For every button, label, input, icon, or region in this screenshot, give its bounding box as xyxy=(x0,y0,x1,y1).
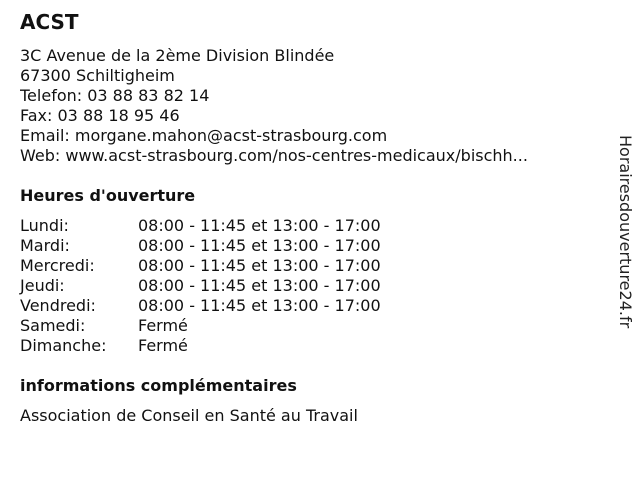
web-row xyxy=(20,146,600,166)
web-link[interactable]: www.acst-strasbourg.com/nos-centres-medicaux/bischh... xyxy=(65,146,528,165)
hours-value: 08:00 - 11:45 et 13:00 - 17:00 xyxy=(138,256,381,275)
hours-row xyxy=(20,316,600,336)
email-label: Email: xyxy=(20,126,70,145)
fax-label: Fax: xyxy=(20,106,53,125)
hours-row xyxy=(20,296,600,316)
hours-row xyxy=(20,236,600,256)
day-label: Mercredi: xyxy=(20,256,95,275)
address-line-2: 67300 Schiltigheim xyxy=(20,66,175,85)
hours-value: 08:00 - 11:45 et 13:00 - 17:00 xyxy=(138,296,381,315)
day-label: Vendredi: xyxy=(20,296,96,315)
hours-value: 08:00 - 11:45 et 13:00 - 17:00 xyxy=(138,236,381,255)
day-label: Samedi: xyxy=(20,316,86,335)
hours-table xyxy=(20,216,600,356)
brand-watermark: Horairesdouverture24.fr xyxy=(616,135,635,329)
hours-value: Fermé xyxy=(138,316,188,335)
day-label: Jeudi: xyxy=(20,276,65,295)
phone-label: Telefon: xyxy=(20,86,83,105)
phone-row xyxy=(20,86,600,106)
fax-value: 03 88 18 95 46 xyxy=(57,106,180,125)
info-description: Association de Conseil en Santé au Travail xyxy=(20,406,358,425)
fax-row xyxy=(20,106,600,126)
day-label: Lundi: xyxy=(20,216,69,235)
hours-row xyxy=(20,216,600,236)
hours-row xyxy=(20,256,600,276)
day-label: Dimanche: xyxy=(20,336,107,355)
hours-row xyxy=(20,336,600,356)
email-value[interactable]: morgane.mahon@acst-strasbourg.com xyxy=(74,126,388,145)
info-heading: informations complémentaires xyxy=(20,376,297,395)
hours-value: Fermé xyxy=(138,336,188,355)
business-name: ACST xyxy=(20,10,79,34)
hours-value: 08:00 - 11:45 et 13:00 - 17:00 xyxy=(138,216,381,235)
address-line-1: 3C Avenue de la 2ème Division Blindée xyxy=(20,46,335,65)
email-row xyxy=(20,126,600,146)
web-label: Web: xyxy=(20,146,61,165)
hours-row xyxy=(20,276,600,296)
phone-value[interactable]: 03 88 83 82 14 xyxy=(87,86,210,105)
hours-heading: Heures d'ouverture xyxy=(20,186,196,205)
day-label: Mardi: xyxy=(20,236,70,255)
business-card xyxy=(20,8,600,426)
hours-value: 08:00 - 11:45 et 13:00 - 17:00 xyxy=(138,276,381,295)
